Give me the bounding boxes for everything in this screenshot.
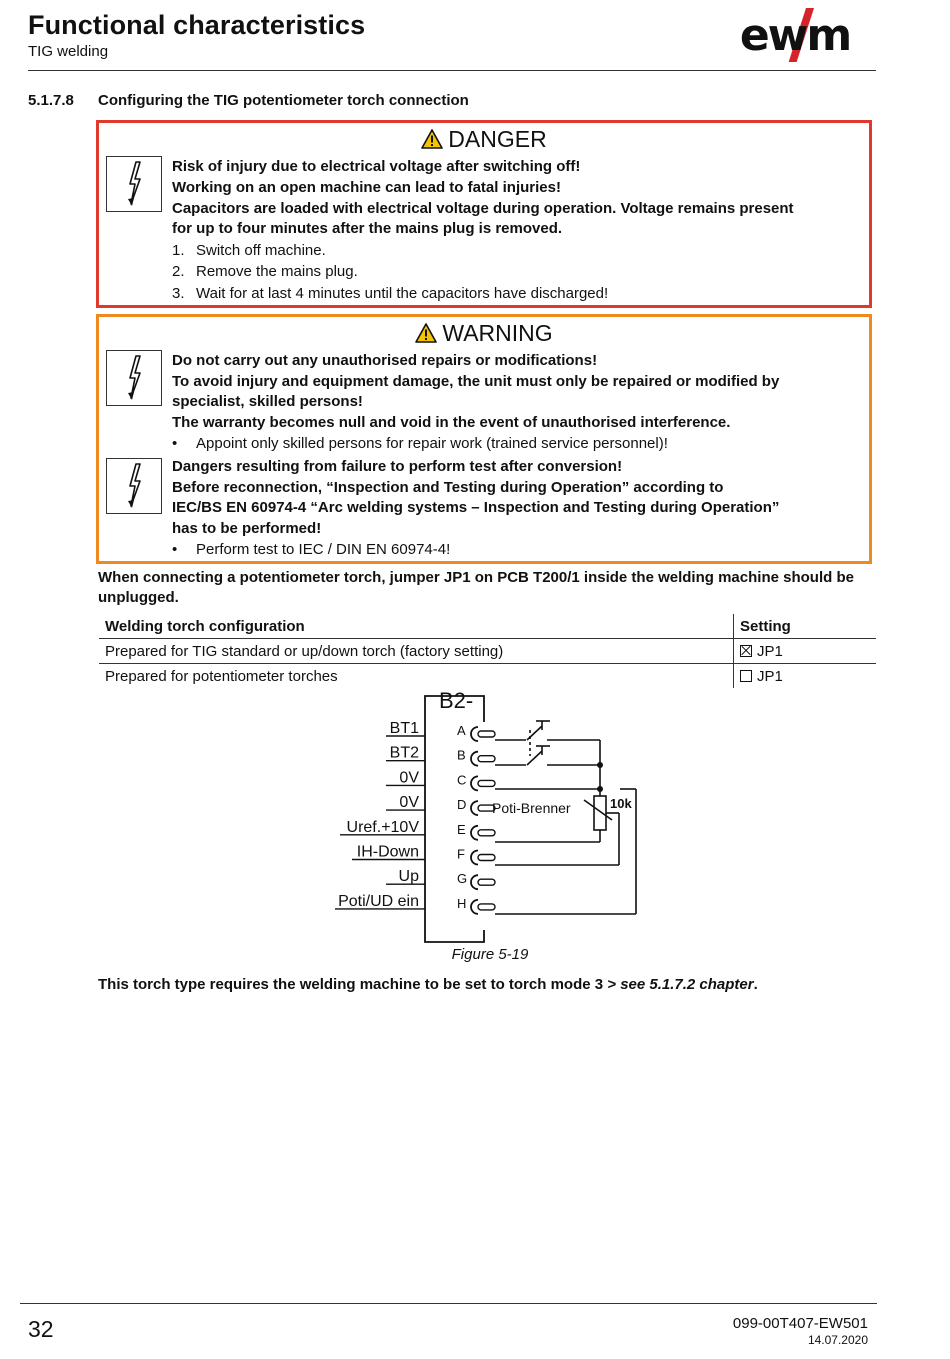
pin-letter: H bbox=[457, 895, 467, 911]
danger-step: 1. Switch off machine. bbox=[172, 242, 326, 259]
danger-line: Capacitors are loaded with electrical voltage during operation. Voltage remains present bbox=[172, 200, 794, 217]
pin-label: Poti/UD ein bbox=[338, 892, 419, 910]
page-header-title: Functional characteristics bbox=[28, 10, 366, 40]
wiring bbox=[495, 721, 636, 914]
table-cell-setting: JP1 bbox=[734, 664, 877, 689]
plug-pin bbox=[478, 756, 495, 762]
danger-line: Working on an open machine can lead to fatal injuries! bbox=[172, 179, 561, 196]
plug-pin bbox=[478, 830, 495, 836]
document-date: 14.07.2020 bbox=[807, 1333, 868, 1347]
danger-heading bbox=[99, 126, 869, 153]
pin-letter: A bbox=[457, 723, 466, 738]
cross-reference-link[interactable]: > see 5.1.7.2 chapter bbox=[607, 976, 754, 993]
table-cell-config: Prepared for TIG standard or up/down torch (factory setting) bbox=[99, 639, 734, 664]
ewm-logo bbox=[730, 6, 860, 62]
pin-letter: G bbox=[457, 871, 468, 887]
logo-text: ewm bbox=[739, 10, 851, 61]
warning-heading bbox=[99, 320, 869, 347]
electric-hazard-icon bbox=[106, 350, 162, 406]
warning-line: To avoid injury and equipment damage, the unit must only be repaired or modified by bbox=[172, 373, 780, 390]
warning-line: specialist, skilled persons! bbox=[172, 393, 363, 410]
table-header-row bbox=[99, 614, 876, 639]
connector-outline bbox=[425, 722, 484, 942]
danger-line: Risk of injury due to electrical voltage after switching off! bbox=[172, 158, 581, 175]
socket-contact bbox=[471, 752, 478, 766]
junction-dot bbox=[597, 762, 603, 768]
danger-box bbox=[96, 120, 872, 308]
warning-bullet: • Appoint only skilled persons for repair work (trained service personnel)! bbox=[172, 435, 668, 452]
table-cell-setting: JP1 bbox=[734, 639, 877, 664]
warning-line: Do not carry out any unauthorised repairs or modifications! bbox=[172, 352, 598, 369]
section-number: 5.1.7.8 bbox=[28, 92, 74, 109]
pin-label: Uref.+10V bbox=[346, 818, 419, 836]
warning-triangle-icon bbox=[421, 129, 443, 149]
pin-label: BT1 bbox=[389, 720, 419, 737]
page-header-subtitle: TIG welding bbox=[28, 43, 109, 60]
pin-label: IH-Down bbox=[356, 843, 419, 861]
junction-dot bbox=[597, 786, 603, 792]
header-rule bbox=[28, 70, 876, 71]
warning-bullet: • Perform test to IEC / DIN EN 60974-4! bbox=[172, 541, 451, 558]
pin-label: Up bbox=[398, 868, 419, 886]
document-id: 099-00T407-EW501 bbox=[732, 1315, 868, 1332]
connector-label: B2- bbox=[439, 688, 474, 713]
warning-triangle-icon bbox=[415, 323, 437, 343]
wiring-diagram bbox=[0, 680, 950, 950]
warning-line: IEC/BS EN 60974-4 “Arc welding systems – Inspection and Testing during Operation” bbox=[172, 499, 780, 516]
torch-config-table bbox=[99, 614, 876, 688]
socket-contact bbox=[471, 776, 478, 790]
footer-rule bbox=[20, 1303, 877, 1304]
table-header-config: Welding torch configuration bbox=[99, 614, 734, 639]
warning-line: The warranty becomes null and void in the event of unauthorised interference. bbox=[172, 414, 731, 431]
pin-group bbox=[335, 720, 495, 914]
pin-letter: B bbox=[457, 747, 466, 763]
socket-contact bbox=[471, 727, 478, 741]
socket-contact bbox=[471, 900, 478, 914]
danger-step: 3. Wait for at last 4 minutes until the capacitors have discharged! bbox=[172, 285, 609, 302]
plug-pin bbox=[478, 879, 495, 885]
warning-line: Before reconnection, “Inspection and Testing during Operation” according to bbox=[172, 479, 724, 496]
page-number: 32 bbox=[28, 1316, 54, 1342]
plug-pin bbox=[478, 731, 495, 737]
socket-contact bbox=[471, 826, 478, 840]
pin-letter: F bbox=[457, 846, 465, 862]
plug-pin bbox=[478, 904, 495, 910]
resistor-value: 10k bbox=[610, 796, 632, 811]
socket-contact bbox=[471, 801, 478, 815]
figure-caption: Figure 5-19 bbox=[451, 946, 529, 963]
note-paragraph: This torch type requires the welding machine to be set to torch mode 3 > see 5.1.7.2 chapter. bbox=[98, 976, 758, 993]
checked-box-icon bbox=[740, 645, 752, 657]
danger-line: for up to four minutes after the mains plug is removed. bbox=[172, 220, 563, 237]
table-header-setting: Setting bbox=[734, 614, 877, 639]
danger-heading-text: DANGER bbox=[448, 126, 547, 152]
electric-hazard-icon bbox=[106, 156, 162, 212]
socket-contact bbox=[471, 851, 478, 865]
intro-paragraph: When connecting a potentiometer torch, jumper JP1 on PCB T200/1 inside the welding machine should be unplugged. bbox=[98, 569, 854, 606]
electric-hazard-icon bbox=[106, 458, 162, 514]
pin-letter: E bbox=[457, 821, 466, 837]
pin-letter: C bbox=[457, 772, 467, 788]
plug-pin bbox=[478, 855, 495, 861]
pin-label: 0V bbox=[399, 794, 419, 812]
warning-heading-text: WARNING bbox=[442, 320, 553, 346]
warning-box bbox=[96, 314, 872, 564]
pin-letter: D bbox=[457, 797, 467, 813]
warning-line: Dangers resulting from failure to perform test after conversion! bbox=[172, 458, 623, 475]
socket-contact bbox=[471, 875, 478, 889]
pin-label: BT2 bbox=[389, 744, 419, 762]
section-title: Configuring the TIG potentiometer torch connection bbox=[98, 92, 469, 109]
component-label: Poti-Brenner bbox=[492, 800, 571, 816]
warning-line: has to be performed! bbox=[172, 520, 322, 537]
table-cell-config: Prepared for potentiometer torches bbox=[105, 667, 338, 685]
danger-step: 2. Remove the mains plug. bbox=[172, 263, 358, 280]
pin-label: 0V bbox=[399, 769, 419, 787]
table-row bbox=[99, 639, 876, 664]
plug-pin bbox=[478, 780, 495, 786]
